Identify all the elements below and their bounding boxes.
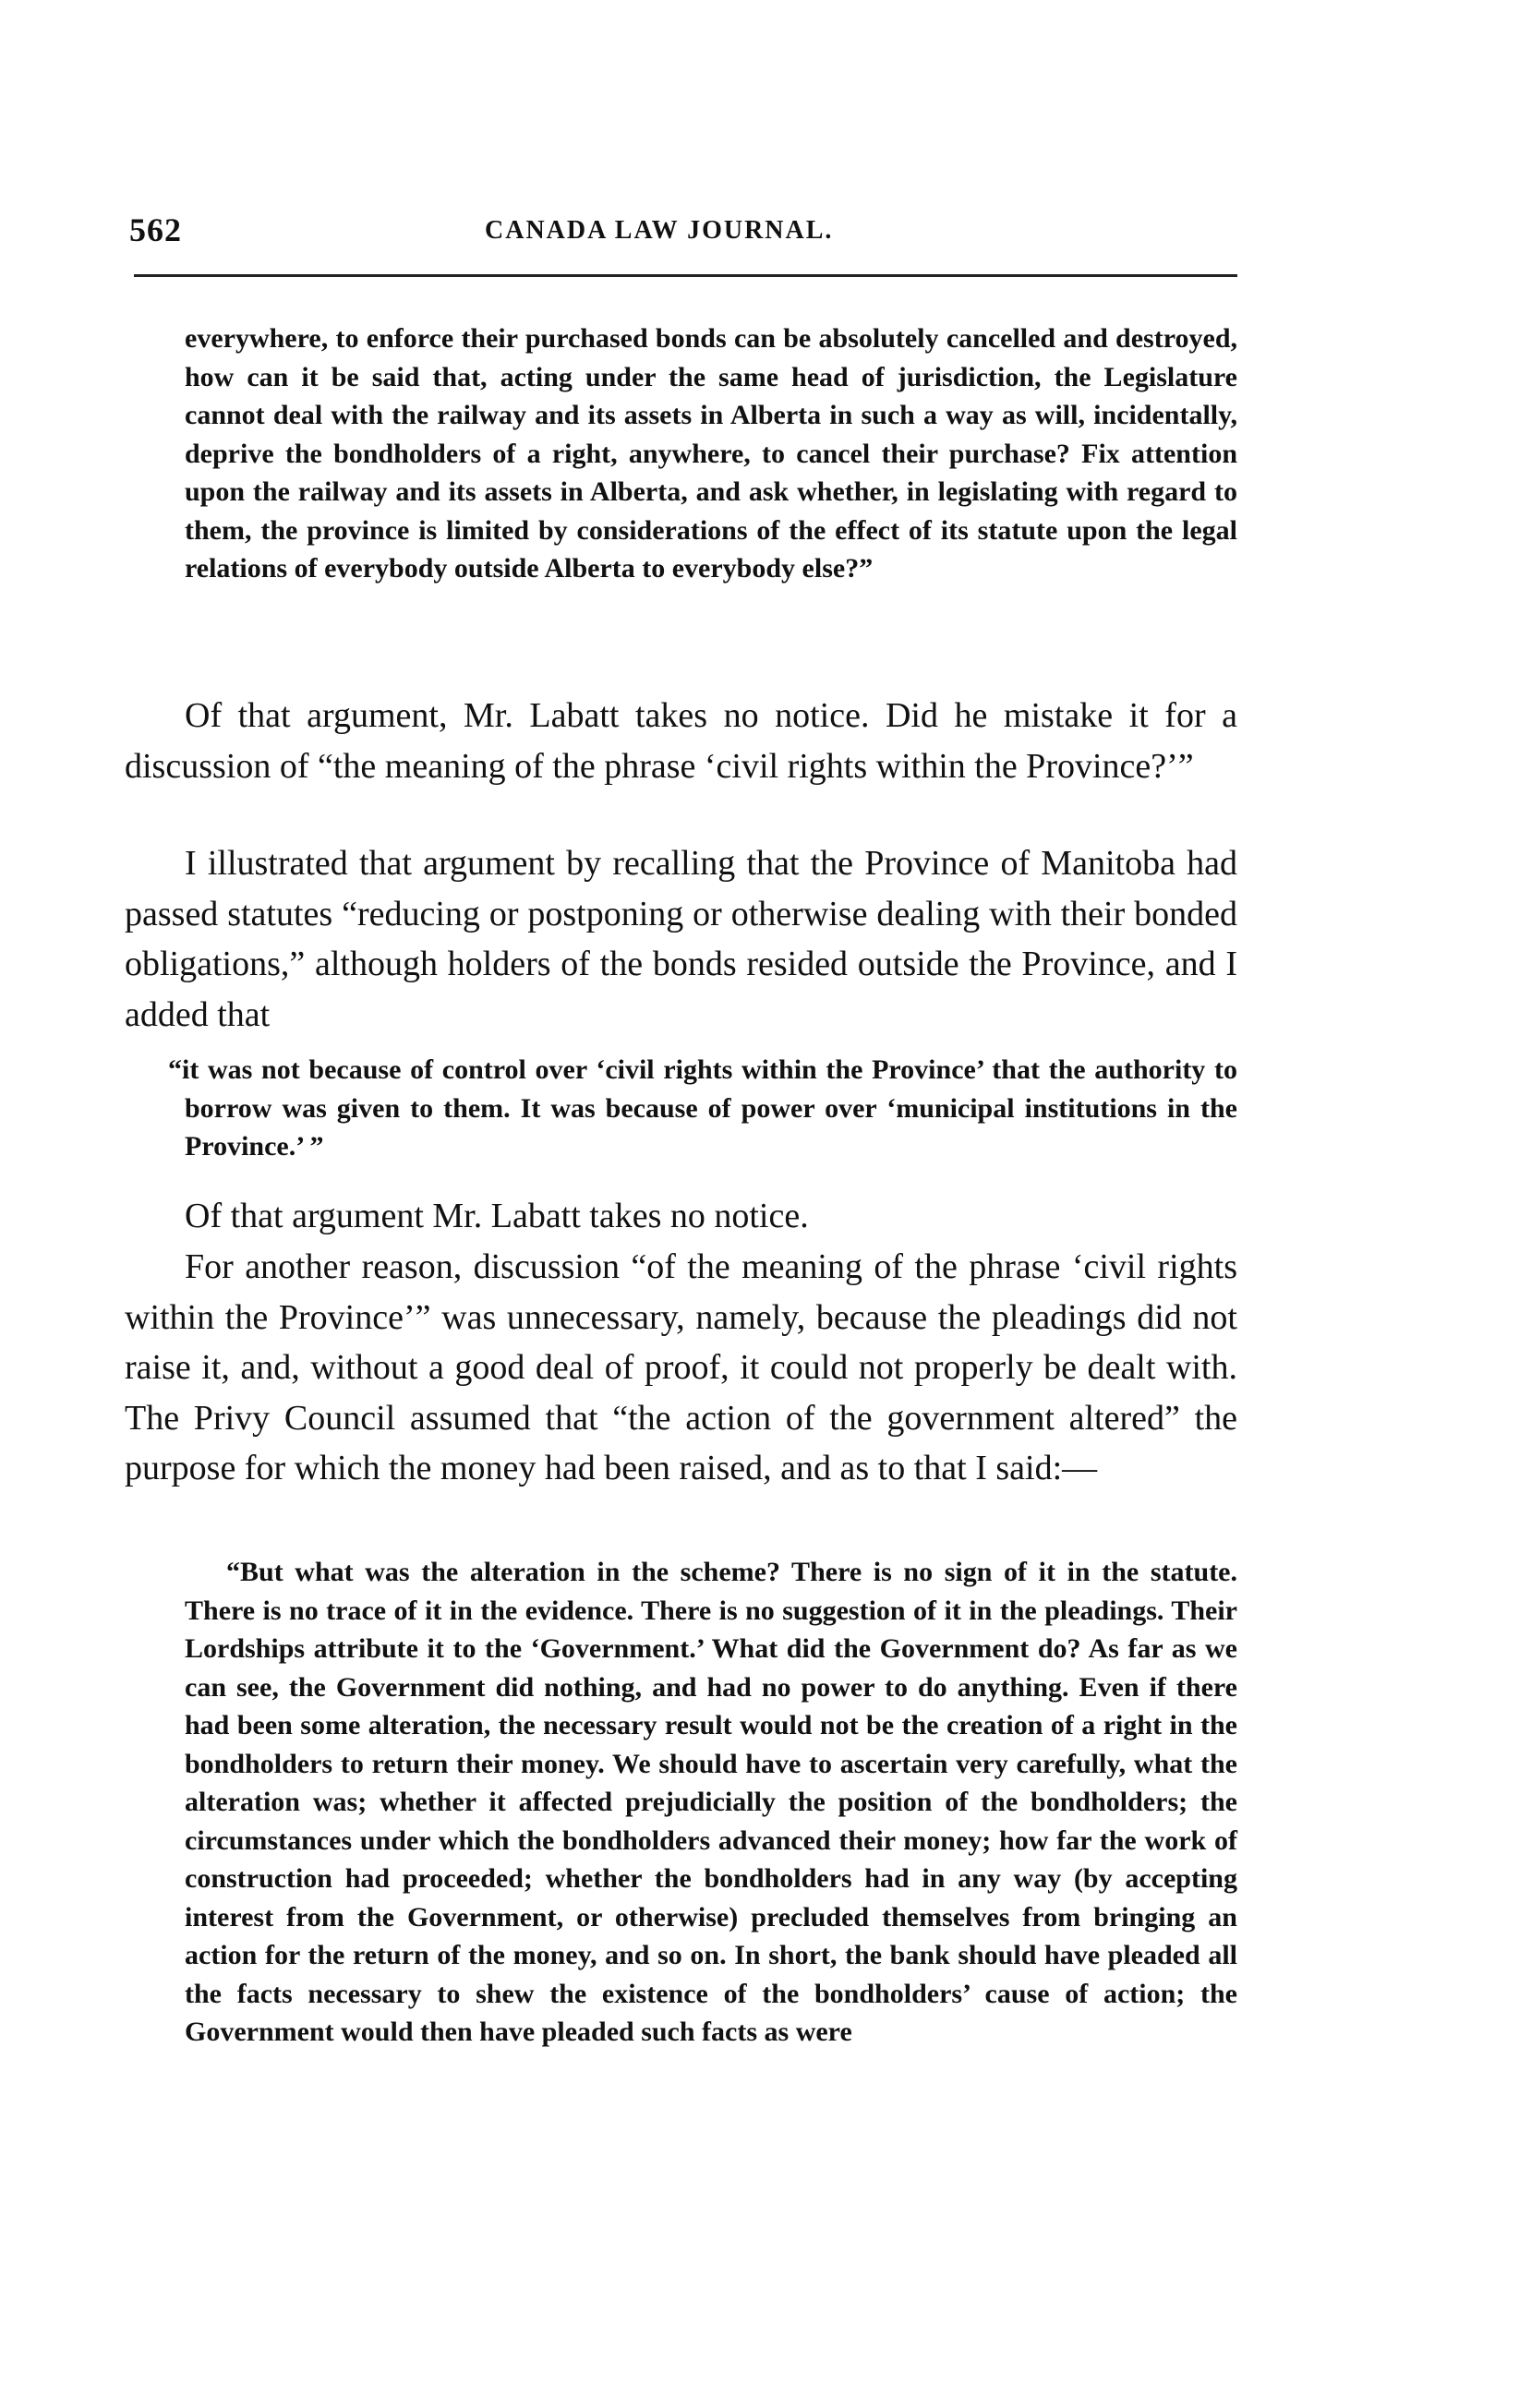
running-head: CANADA LAW JOURNAL. — [485, 216, 834, 245]
header-rule — [134, 274, 1237, 277]
block-quote — [168, 1051, 1237, 1166]
paragraph-text: For another reason, discussion “of the meaning of the phrase ‘civil rights within the Province’” was unnecessary, namely, because the pleadings did not raise it, and, without a good deal of proof, it could not properly be dealt with. The Privy Council assumed that “the action of the government altered” the purpose for which the money had been raised, and as to that I said:— — [125, 1247, 1237, 1487]
quote-text: everywhere, to enforce their purchased bonds can be absolutely cancelled and destroyed, how can it be said that, acting under the same head of jurisdiction, the Legislature cannot deal with the railway and its assets in Alberta in such a way as will, incidentally, deprive the bondholders of a right, anywhere, to cancel their purchase? Fix attention upon the railway and its assets in Alberta, and ask whether, in legislating with regard to them, the province is limited by considerations of the effect of its statute upon the legal relations of everybody outside Alberta to everybody else?” — [185, 323, 1237, 584]
paragraph — [125, 1191, 1237, 1242]
paragraph-text: I illustrated that argument by recalling that the Province of Manitoba had passed statutes “reducing or postponing or otherwise dealing with their bonded obligations,” although holders of the bonds resided outside the Province, and I added that — [125, 844, 1237, 1034]
page-number: 562 — [129, 211, 182, 248]
paragraph — [125, 1242, 1237, 1494]
paragraph-text: Of that argument Mr. Labatt takes no notice. — [185, 1197, 809, 1235]
quote-text: “it was not because of control over ‘civil rights within the Province’ that the authority to borrow was given to them. It was because of power over ‘municipal institutions in the Province.’ ” — [168, 1054, 1237, 1162]
quote-text: “But what was the alteration in the scheme? There is no sign of it in the statute. There is no trace of it in the evidence. There is no suggestion of it in the pleadings. Their Lordships attribute it to the ‘Government.’ What did the Government do? As far as we can see, the Government did nothing, and had no power to do anything. Even if there had been some alteration, the necessary result would not be the creation of a right in the bondholders to return their money. We should have to ascertain very carefully, what the alteration was; whether it affected prejudicially the position of the bondholders; the circumstances under which the bondholders advanced their money; how far the work of construction had proceeded; whether the bondholders had in any way (by accepting interest from the Government, or otherwise) precluded themselves from bringing an action for the return of the money, and so on. In short, the bank should have pleaded all the facts necessary to shew the existence of the bondholders’ cause of action; the Government would then have pleaded such facts as were — [185, 1557, 1237, 2047]
block-quote — [185, 1553, 1237, 2052]
page-header — [129, 211, 1237, 255]
block-quote-continued — [185, 319, 1237, 588]
paragraph — [125, 691, 1237, 791]
paragraph-text: Of that argument, Mr. Labatt takes no notice. Did he mistake it for a discussion of “the meaning of the phrase ‘civil rights within the Province?’” — [125, 696, 1237, 786]
paragraph — [125, 838, 1237, 1040]
